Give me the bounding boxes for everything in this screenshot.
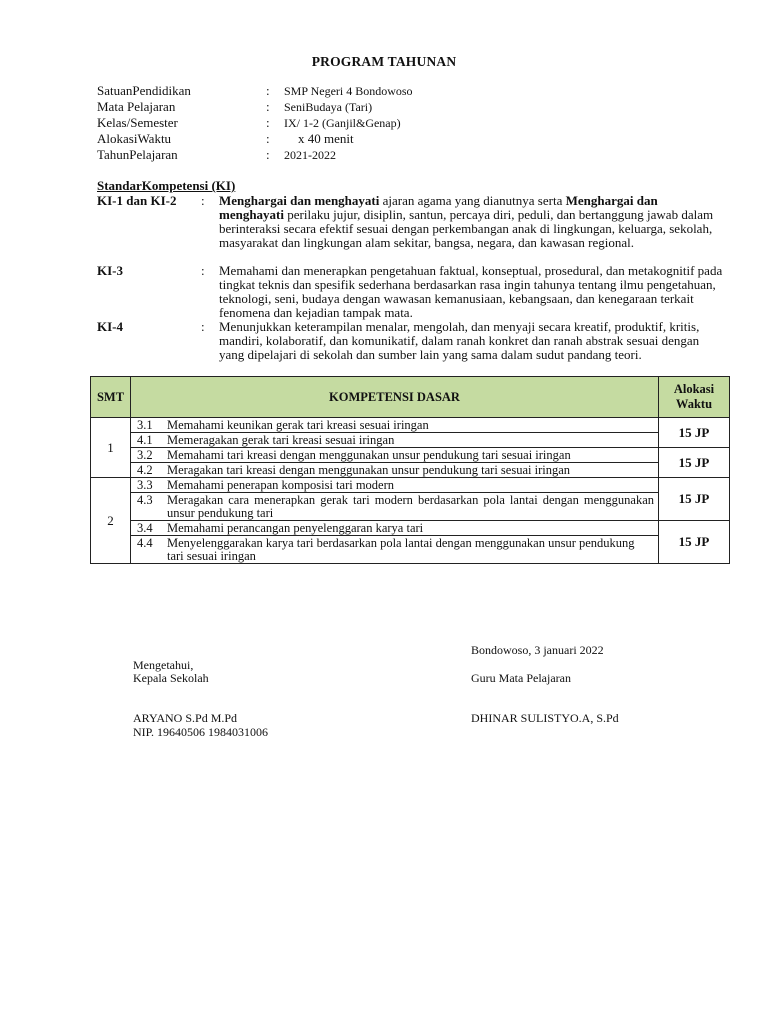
table-row <box>91 478 730 493</box>
table-header-row <box>91 377 730 418</box>
table-row <box>91 536 730 564</box>
ki-label: KI-4 <box>97 319 123 334</box>
ki-text <box>219 194 724 250</box>
ki-heading: StandarKompetensi (KI) <box>97 178 236 193</box>
ki-4-block <box>97 320 727 362</box>
ki-text-part: perilaku jujur, disiplin, santun, percaya diri, peduli, dan bertanggung jawab dalam berinteraksi secara efektif sesuai dengan perkembangan anak di lingkungan, keluarga, sekolah, masyarakat dan lingkungan alam sekitar, bangsa, negara, dan kawasan regional. <box>219 207 714 250</box>
info-value: x 40 menit <box>298 131 354 146</box>
info-colon: : <box>266 99 270 114</box>
kd-number: 3.2 <box>137 447 153 462</box>
principal-role: Kepala Sekolah <box>133 671 209 685</box>
semester-cell: 1 <box>91 418 131 478</box>
info-colon: : <box>266 147 270 162</box>
kd-text: Meragakan tari kreasi dengan menggunakan unsur pendukung tari sesuai iringan <box>167 462 570 477</box>
info-label: TahunPelajaran <box>97 147 178 162</box>
place-date: Bondowoso, 3 januari 2022 <box>471 643 604 657</box>
table-row <box>91 463 730 478</box>
kompetensi-dasar-table <box>90 376 730 564</box>
kd-text: Memeragakan gerak tari kreasi sesuai iringan <box>167 432 395 447</box>
table-row <box>91 521 730 536</box>
kd-text: Menyelenggarakan karya tari berdasarkan pola lantai dengan menggunakan unsur pendukung tari sesuai iringan <box>167 535 635 563</box>
header-kompetensi-dasar: KOMPETENSI DASAR <box>131 377 659 418</box>
info-colon: : <box>266 115 270 130</box>
ki-text-part: ajaran agama yang dianutnya serta <box>379 193 566 208</box>
kd-text: Meragakan cara menerapkan gerak tari modern berdasarkan pola lantai dengan menggunakan unsur pendukung tari <box>167 492 654 520</box>
info-label: Mata Pelajaran <box>97 99 176 114</box>
jp-cell: 15 JP <box>659 478 730 521</box>
jp-cell: 15 JP <box>659 448 730 478</box>
info-value: SMP Negeri 4 Bondowoso <box>284 84 413 98</box>
info-value: IX/ 1-2 (Ganjil&Genap) <box>284 116 401 130</box>
ki-text: Menunjukkan keterampilan menalar, mengolah, dan menyaji secara kreatif, produktif, kritis, mandiri, kolaboratif, dan komunikatif, dalam ranah konkret dan ranah abstrak sesuai dengan yang dipelajari di sekolah dan sumber lain yang sama dalam sudut pandang teori. <box>219 319 700 362</box>
table-row <box>91 433 730 448</box>
document-title: PROGRAM TAHUNAN <box>311 54 457 69</box>
kd-cell <box>131 478 659 493</box>
kd-text: Memahami tari kreasi dengan menggunakan unsur pendukung tari sesuai iringan <box>167 447 571 462</box>
kd-cell <box>131 418 659 433</box>
kd-number: 3.3 <box>137 477 153 492</box>
info-label: AlokasiWaktu <box>97 131 172 146</box>
ki-1-2-block <box>97 194 727 264</box>
kd-text: Memahami perancangan penyelenggaran karya tari <box>167 520 424 535</box>
info-label: Kelas/Semester <box>97 115 178 130</box>
ki-bold-text: Menghargai dan menghayati <box>219 193 380 208</box>
info-colon: : <box>266 83 270 98</box>
kd-cell <box>131 521 659 536</box>
kd-cell <box>131 493 659 521</box>
table-row <box>91 493 730 521</box>
ki-label: KI-1 dan KI-2 <box>97 193 177 208</box>
ki-3-block <box>97 264 727 320</box>
kd-number: 4.4 <box>137 535 153 550</box>
kd-text: Memahami keunikan gerak tari kreasi sesuai iringan <box>167 417 429 432</box>
teacher-name: DHINAR SULISTYO.A, S.Pd <box>471 711 619 725</box>
info-colon: : <box>266 131 270 146</box>
table-row <box>91 448 730 463</box>
principal-nip: NIP. 19640506 1984031006 <box>133 725 269 739</box>
principal-name: ARYANO S.Pd M.Pd <box>133 711 238 725</box>
info-value: SeniBudaya (Tari) <box>284 100 373 114</box>
acknowledged-label: Mengetahui, <box>133 658 194 672</box>
info-value: 2021-2022 <box>284 148 336 162</box>
ki-colon: : <box>201 319 205 334</box>
kd-number: 4.1 <box>137 432 153 447</box>
ki-colon: : <box>201 263 205 278</box>
kd-cell <box>131 536 659 564</box>
kd-number: 4.2 <box>137 462 153 477</box>
info-label: SatuanPendidikan <box>97 83 191 98</box>
jp-cell: 15 JP <box>659 521 730 564</box>
kd-number: 3.1 <box>137 417 153 432</box>
ki-text: Memahami dan menerapkan pengetahuan faktual, konseptual, prosedural, dan metakognitif pada tingkat teknis dan spesifik sederhana berdasarkan rasa ingin tahunya tentang ilmu pengetahuan, teknologi, seni, budaya dengan wawasan kemanusiaan, kebangsaan, dan kenegaraan terkait fenomena dan kejadian tampak mata. <box>219 263 723 320</box>
jp-cell: 15 JP <box>659 418 730 448</box>
ki-label: KI-3 <box>97 263 123 278</box>
kd-cell <box>131 433 659 448</box>
kd-cell <box>131 448 659 463</box>
ki-colon: : <box>201 193 205 208</box>
ki-bold-text: Menghargai dan menghayati <box>219 193 658 222</box>
kd-text: Memahami penerapan komposisi tari modern <box>167 477 395 492</box>
table-row <box>91 418 730 433</box>
kd-number: 3.4 <box>137 520 153 535</box>
kd-cell <box>131 463 659 478</box>
header-alokasi-waktu: Alokasi Waktu <box>659 377 730 418</box>
kd-number: 4.3 <box>137 492 153 507</box>
header-smt: SMT <box>91 377 131 418</box>
teacher-role: Guru Mata Pelajaran <box>471 671 571 685</box>
semester-cell: 2 <box>91 478 131 564</box>
